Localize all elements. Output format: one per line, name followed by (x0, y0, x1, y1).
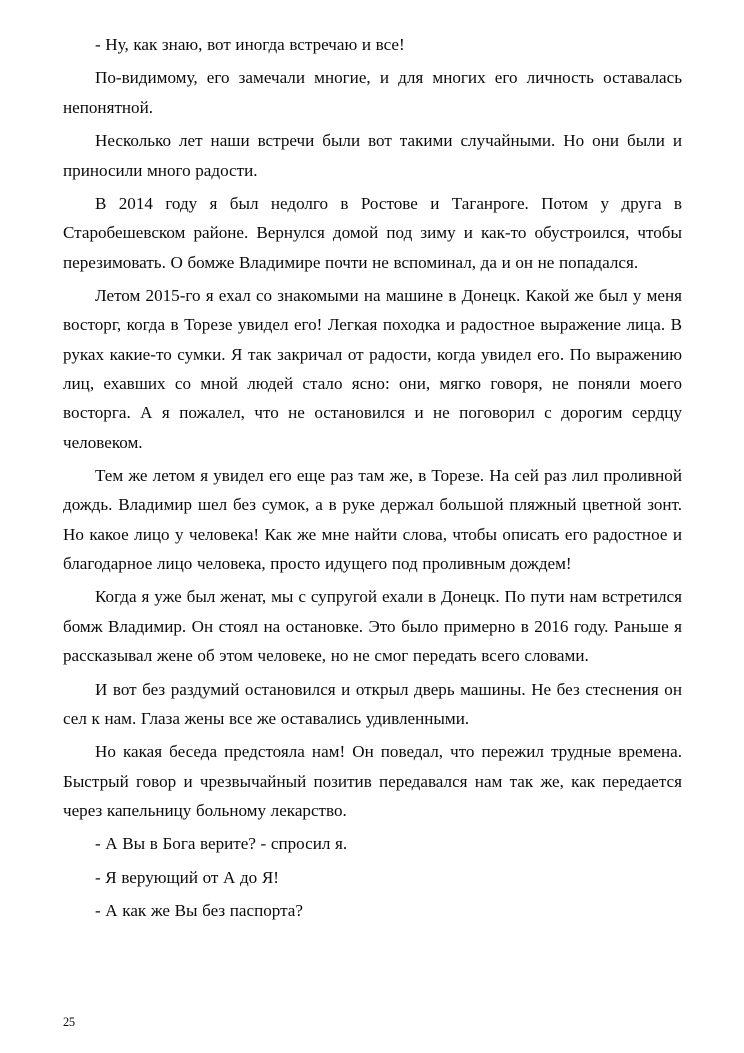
body-text-column (63, 30, 682, 926)
paragraph-body: Тем же летом я увидел его еще раз там же, в Торезе. На сей раз лил проливной дождь. Владимир шел без сумок, а в руке держал большой пляжный цветной зонт. Но какое лицо у человека! Как же мне найти слова, чтобы описать его радостное и благодарное лицо человека, просто идущего под проливным дождем! (63, 466, 682, 573)
paragraph-body: Летом 2015-го я ехал со знакомыми на машине в Донецк. Какой же был у меня восторг, когда в Торезе увидел его! Легкая походка и радостное выражение лица. В руках какие-то сумки. Я так закричал от радости, когда увидел его. По выражению лиц, ехавших со мной людей стало ясно: они, мягко говоря, не поняли моего восторга. А я пожалел, что не остановился и не поговорил с дорогим сердцу человеком. (63, 286, 682, 452)
paragraph-body: И вот без раздумий остановился и открыл дверь машины. Не без стеснения он сел к нам. Глаза жены все же оставались удивленными. (63, 679, 682, 728)
paragraph-dialogue: - Я верующий от А до Я! (95, 867, 279, 887)
paragraph-body: Но какая беседа предстояла нам! Он поведал, что пережил трудные времена. Быстрый говор и чрезвычайный позитив передавался нам так же, как передается через капельницу больному лекарство. (63, 742, 682, 820)
paragraph-body: Когда я уже был женат, мы с супругой ехали в Донецк. По пути нам встретился бомж Владимир. Он стоял на остановке. Это было примерно в 2016 году. Раньше я рассказывал жене об этом человеке, но не смог передать всего словами. (63, 587, 682, 666)
paragraph-dialogue: - А Вы в Бога верите? - спросил я. (95, 834, 348, 854)
paragraph-dialogue: - А как же Вы без паспорта? (95, 901, 303, 921)
page-number: 25 (63, 1015, 75, 1029)
paragraph-body: Несколько лет наши встречи были вот такими случайными. Но они были и приносили много радости. (63, 131, 682, 180)
paragraph-body: По-видимому, его замечали многие, и для многих его личность оставалась непонятной. (63, 68, 682, 117)
paragraph-dialogue: - Ну, как знаю, вот иногда встречаю и все! (95, 35, 405, 54)
paragraph-body: В 2014 году я был недолго в Ростове и Таганроге. Потом у друга в Старобешевском районе. Вернулся домой под зиму и как-то обустроился, чтобы перезимовать. О бомже Владимире почти не вспоминал, да и он не попадался. (63, 194, 682, 272)
